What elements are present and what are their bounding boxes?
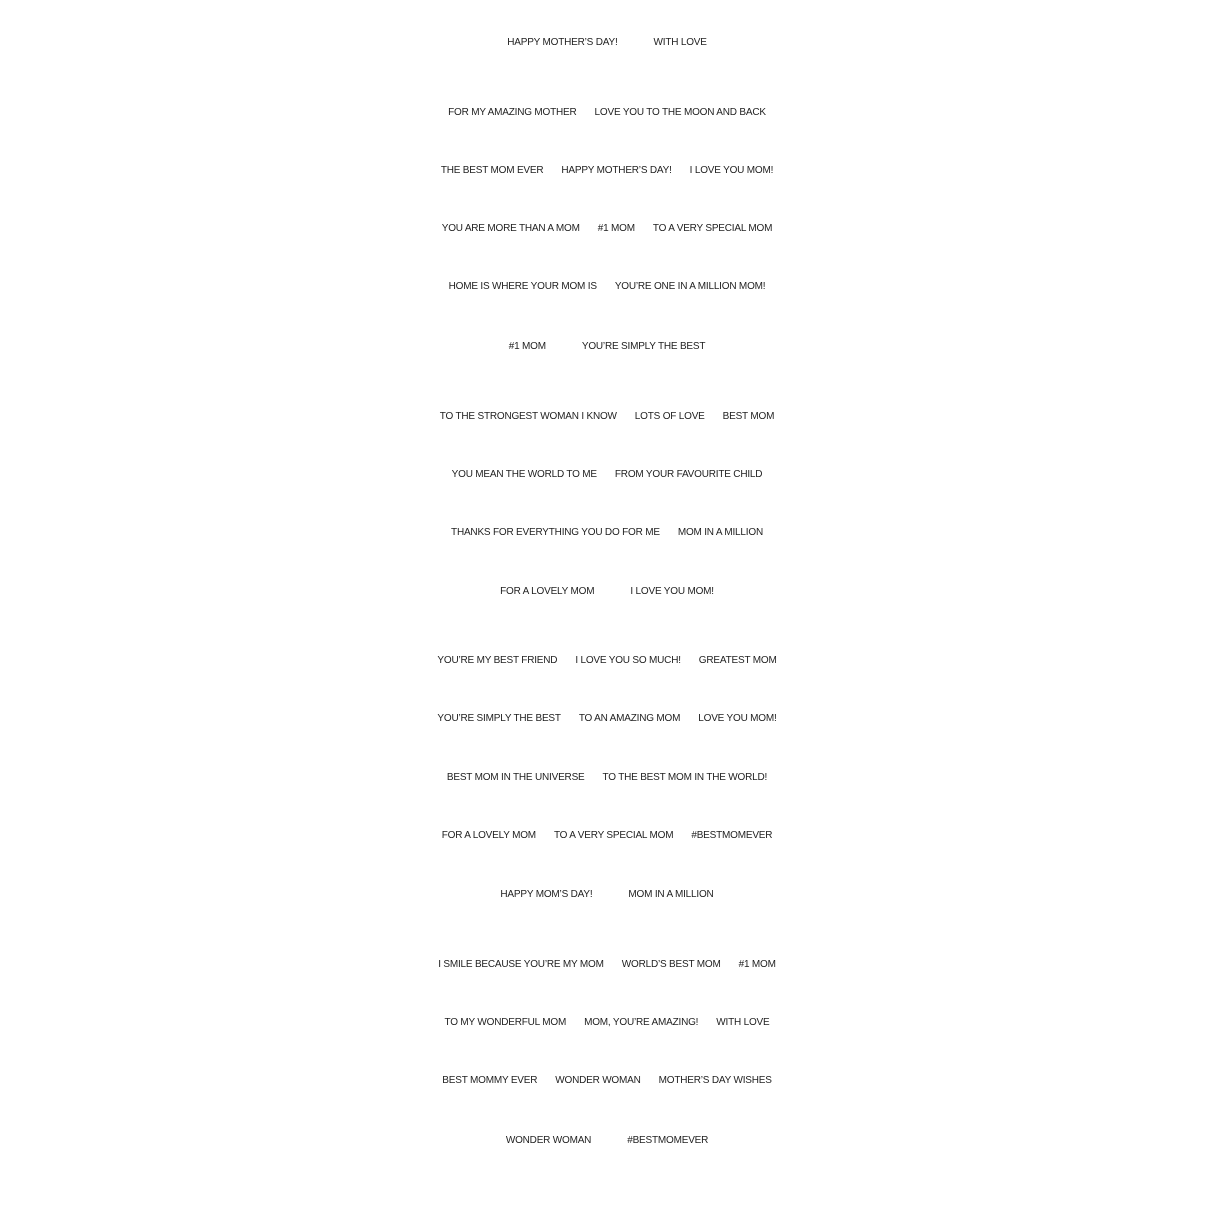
sentiment-phrase: HAPPY MOTHER’S DAY! bbox=[507, 37, 618, 48]
sentiment-phrase: THE BEST MOM EVER bbox=[440, 165, 544, 176]
sentiment-row-12 bbox=[0, 714, 1214, 724]
sentiment-phrase: THANKS FOR EVERYTHING YOU DO FOR ME bbox=[451, 527, 660, 538]
sentiment-phrase: I LOVE YOU SO MUCH! bbox=[575, 655, 681, 666]
sentiment-row-14 bbox=[0, 831, 1214, 841]
sentiment-phrase: TO AN AMAZING MOM bbox=[578, 713, 681, 724]
sentiment-phrase: MOTHER’S DAY WISHES bbox=[658, 1075, 772, 1086]
sentiment-row-16 bbox=[0, 960, 1214, 970]
sentiment-phrase: FOR A LOVELY MOM bbox=[441, 830, 536, 841]
sentiment-phrase: LOVE YOU MOM! bbox=[698, 713, 777, 724]
sentiment-phrase: BEST MOM IN THE UNIVERSE bbox=[446, 772, 585, 783]
sentiment-row-6 bbox=[0, 342, 1214, 352]
sentiment-phrase: TO A VERY SPECIAL MOM bbox=[652, 223, 773, 234]
sentiment-phrase: WONDER WOMAN bbox=[505, 1135, 592, 1146]
sentiment-phrase: WITH LOVE bbox=[653, 37, 707, 48]
sentiment-row-19 bbox=[0, 1136, 1214, 1146]
sentiment-phrase: TO MY WONDERFUL MOM bbox=[444, 1017, 567, 1028]
sentiment-phrase: BEST MOMMY EVER bbox=[442, 1075, 538, 1086]
sentiment-row-4 bbox=[0, 224, 1214, 234]
sentiment-phrase: #BESTMOMEVER bbox=[691, 830, 773, 841]
sentiment-phrase: FROM YOUR FAVOURITE CHILD bbox=[614, 469, 763, 480]
sentiment-row-8 bbox=[0, 470, 1214, 480]
sentiment-phrase: #BESTMOMEVER bbox=[627, 1135, 709, 1146]
sentiment-phrase: WITH LOVE bbox=[716, 1017, 770, 1028]
sentiment-phrase: HAPPY MOM’S DAY! bbox=[500, 889, 593, 900]
sentiment-phrase: I LOVE YOU MOM! bbox=[630, 586, 714, 597]
sentiment-row-10 bbox=[0, 587, 1214, 597]
sentiment-phrase: YOU’RE MY BEST FRIEND bbox=[437, 655, 558, 666]
sentiment-phrase: LOTS OF LOVE bbox=[634, 411, 705, 422]
sentiment-phrase: YOU’RE SIMPLY THE BEST bbox=[437, 713, 561, 724]
sentiment-phrase: MOM IN A MILLION bbox=[677, 527, 763, 538]
sentiment-phrase: YOU’RE SIMPLY THE BEST bbox=[581, 341, 706, 352]
sentiment-phrase: YOU ARE MORE THAN A MOM bbox=[441, 223, 580, 234]
sentiment-phrase: #1 MOM bbox=[738, 959, 776, 970]
sentiment-phrase: FOR A LOVELY MOM bbox=[500, 586, 595, 597]
sentiment-phrase: HOME IS WHERE YOUR MOM IS bbox=[448, 281, 597, 292]
sentiment-phrase: TO THE BEST MOM IN THE WORLD! bbox=[602, 772, 768, 783]
sentiment-row-11 bbox=[0, 656, 1214, 666]
sentiment-phrase: #1 MOM bbox=[508, 341, 546, 352]
sentiment-phrase: LOVE YOU TO THE MOON AND BACK bbox=[594, 107, 766, 118]
sentiment-phrase: BEST MOM bbox=[722, 411, 775, 422]
sentiment-row-1 bbox=[0, 38, 1214, 48]
sentiment-phrase: FOR MY AMAZING MOTHER bbox=[448, 107, 577, 118]
sentiment-phrase: MOM, YOU’RE AMAZING! bbox=[584, 1017, 699, 1028]
sentiment-phrase: TO THE STRONGEST WOMAN I KNOW bbox=[439, 411, 617, 422]
sentiment-phrase: WORLD’S BEST MOM bbox=[621, 959, 721, 970]
sentiment-phrase: WONDER WOMAN bbox=[555, 1075, 641, 1086]
sentiment-phrase: I LOVE YOU MOM! bbox=[689, 165, 774, 176]
sentiment-row-7 bbox=[0, 412, 1214, 422]
sentiment-row-17 bbox=[0, 1018, 1214, 1028]
sentiment-phrase: TO A VERY SPECIAL MOM bbox=[553, 830, 674, 841]
sentiment-phrase: MOM IN A MILLION bbox=[628, 889, 714, 900]
sentiment-row-9 bbox=[0, 528, 1214, 538]
sentiment-phrase: HAPPY MOTHER’S DAY! bbox=[561, 165, 672, 176]
sentiment-row-18 bbox=[0, 1076, 1214, 1086]
sentiment-row-15 bbox=[0, 890, 1214, 900]
sentiment-row-13 bbox=[0, 773, 1214, 783]
sentiment-row-3 bbox=[0, 166, 1214, 176]
sentiment-phrase: YOU’RE ONE IN A MILLION MOM! bbox=[614, 281, 766, 292]
sentiment-phrase: #1 MOM bbox=[597, 223, 635, 234]
sentiment-phrase: I SMILE BECAUSE YOU’RE MY MOM bbox=[438, 959, 604, 970]
sentiment-phrase: YOU MEAN THE WORLD TO ME bbox=[451, 469, 597, 480]
sentiment-row-5 bbox=[0, 282, 1214, 292]
sentiment-row-2 bbox=[0, 108, 1214, 118]
sentiment-phrase: GREATEST MOM bbox=[698, 655, 777, 666]
